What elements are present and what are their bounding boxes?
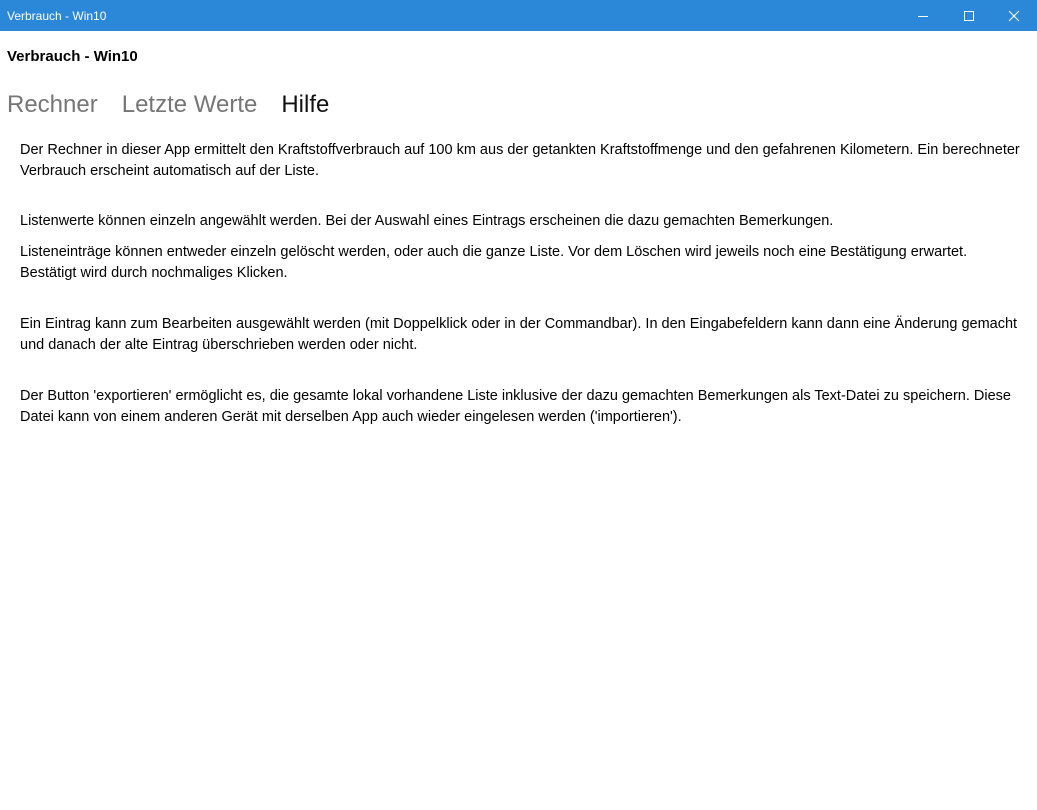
help-paragraph-export: Der Button 'exportieren' ermöglicht es, die gesamte lokal vorhandene Liste inklusive der dazu gemachten Bemerkungen als Text-Datei zu speichern. Diese Datei kann von einem anderen Gerät mit derselben App auch wieder eingelesen werden ('importieren'). <box>20 388 1011 425</box>
minimize-button[interactable] <box>900 0 946 31</box>
help-paragraph-calculator: Der Rechner in dieser App ermittelt den Kraftstoffverbrauch auf 100 km aus der getankten Kraftstoffmenge und den gefahrenen Kilometern. Ein berechneter Verbrauch erscheint automatisch auf der Liste. <box>20 142 1020 179</box>
tab-hilfe[interactable]: Hilfe <box>281 91 330 118</box>
close-button[interactable] <box>991 0 1037 31</box>
tab-rechner[interactable]: Rechner <box>7 91 98 118</box>
window-title: Verbrauch - Win10 <box>7 9 107 23</box>
window-titlebar[interactable] <box>0 0 1037 31</box>
help-paragraph-delete: Listeneinträge können entweder einzeln gelöscht werden, oder auch die ganze Liste. Vor dem Löschen wird jeweils noch eine Bestätigung erwartet. Bestätigt wird durch nochmaliges Klicken. <box>20 244 968 281</box>
pivot-tabs <box>7 90 329 120</box>
close-icon <box>1008 10 1020 22</box>
help-paragraph-edit: Ein Eintrag kann zum Bearbeiten ausgewählt werden (mit Doppelklick oder in der Commandbar). In den Eingabefeldern kann dann eine Änderung gemacht und danach der alte Eintrag überschrieben werden oder nicht. <box>20 316 1018 353</box>
maximize-button[interactable] <box>946 0 992 31</box>
minimize-icon <box>917 10 929 22</box>
maximize-icon <box>963 10 975 22</box>
tab-letzte-werte[interactable]: Letzte Werte <box>121 91 258 118</box>
app-title: Verbrauch - Win10 <box>7 48 138 65</box>
help-paragraph-selection: Listenwerte können einzeln angewählt werden. Bei der Auswahl eines Eintrags erscheinen die dazu gemachten Bemerkungen. <box>20 213 834 229</box>
